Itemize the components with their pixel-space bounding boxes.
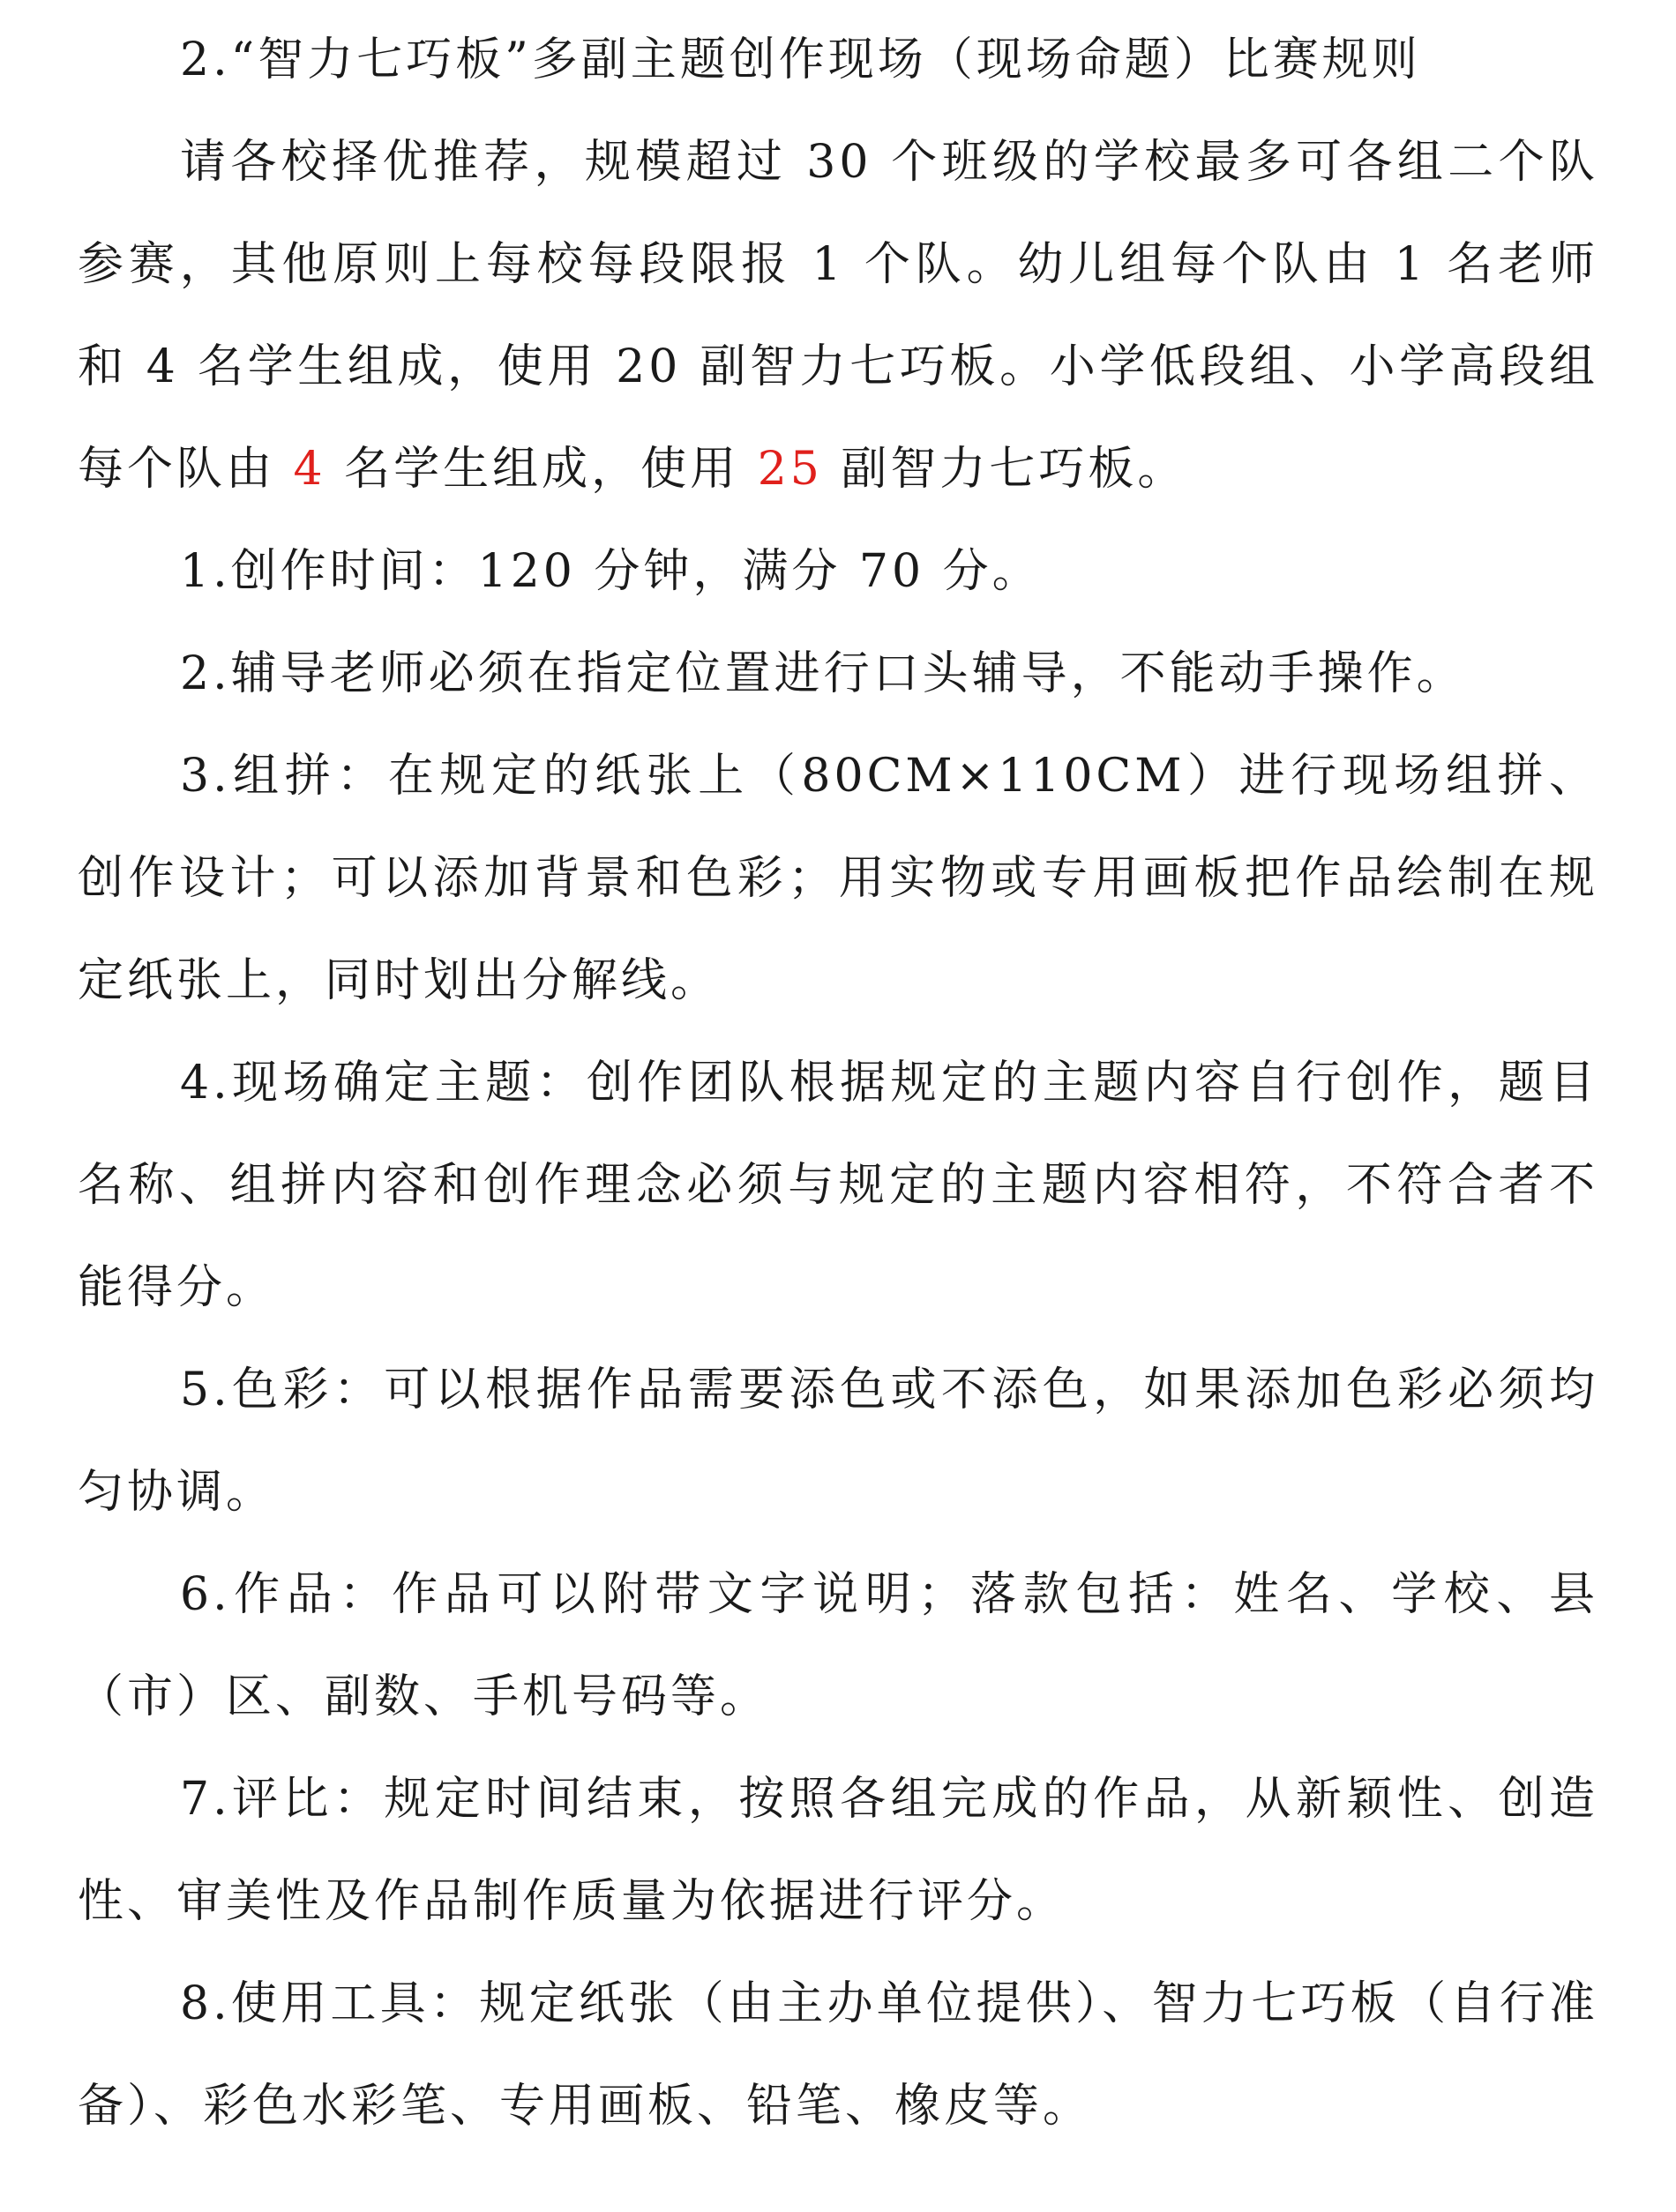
intro-paragraph [78,111,1598,520]
intro-text-c: 副智力七巧板。 [822,443,1187,496]
highlight-set-count: 25 [757,443,823,496]
highlight-student-count: 4 [293,443,326,496]
intro-text-a: 请各校择优推荐，规模超过 30 个班级的学校最多可各组二个队参赛，其他原则上每校每段限报 1 个队。幼儿组每个队由 1 名老师和 4 名学生组成，使用 20 副智力七巧板。小学低段组、小学高段组每个队由 [78,136,1598,496]
rule-7-judging: 7.评比：规定时间结束，按照各组完成的作品，从新颖性、创造性、审美性及作品制作质量为依据进行评分。 [78,1773,1598,1928]
rule-3-assembly: 3.组拼：在规定的纸张上（80CM×110CM）进行现场组拼、创作设计；可以添加背景和色彩；用实物或专用画板把作品绘制在规定纸张上，同时划出分解线。 [78,750,1598,1007]
rule-4-theme: 4.现场确定主题：创作团队根据规定的主题内容自行创作，题目名称、组拼内容和创作理念必须与规定的主题内容相符，不符合者不能得分。 [78,1057,1598,1314]
rule-2-teacher: 2.辅导老师必须在指定位置进行口头辅导，不能动手操作。 [180,647,1466,700]
rule-1-time: 1.创作时间：120 分钟，满分 70 分。 [180,545,1042,598]
rule-6-work: 6.作品：作品可以附带文字说明；落款包括：姓名、学校、县（市）区、副数、手机号码等。 [78,1568,1598,1723]
section-heading: 2.“智力七巧板”多副主题创作现场（现场命题）比赛规则 [180,34,1421,86]
rule-5-color: 5.色彩：可以根据作品需要添色或不添色，如果添加色彩必须均匀协调。 [78,1364,1598,1519]
intro-text-b: 名学生组成，使用 [325,443,758,496]
rule-8-tools: 8.使用工具：规定纸张（由主办单位提供）、智力七巧板（自行准备）、彩色水彩笔、专用画板、铅笔、橡皮等。 [78,1977,1598,2133]
